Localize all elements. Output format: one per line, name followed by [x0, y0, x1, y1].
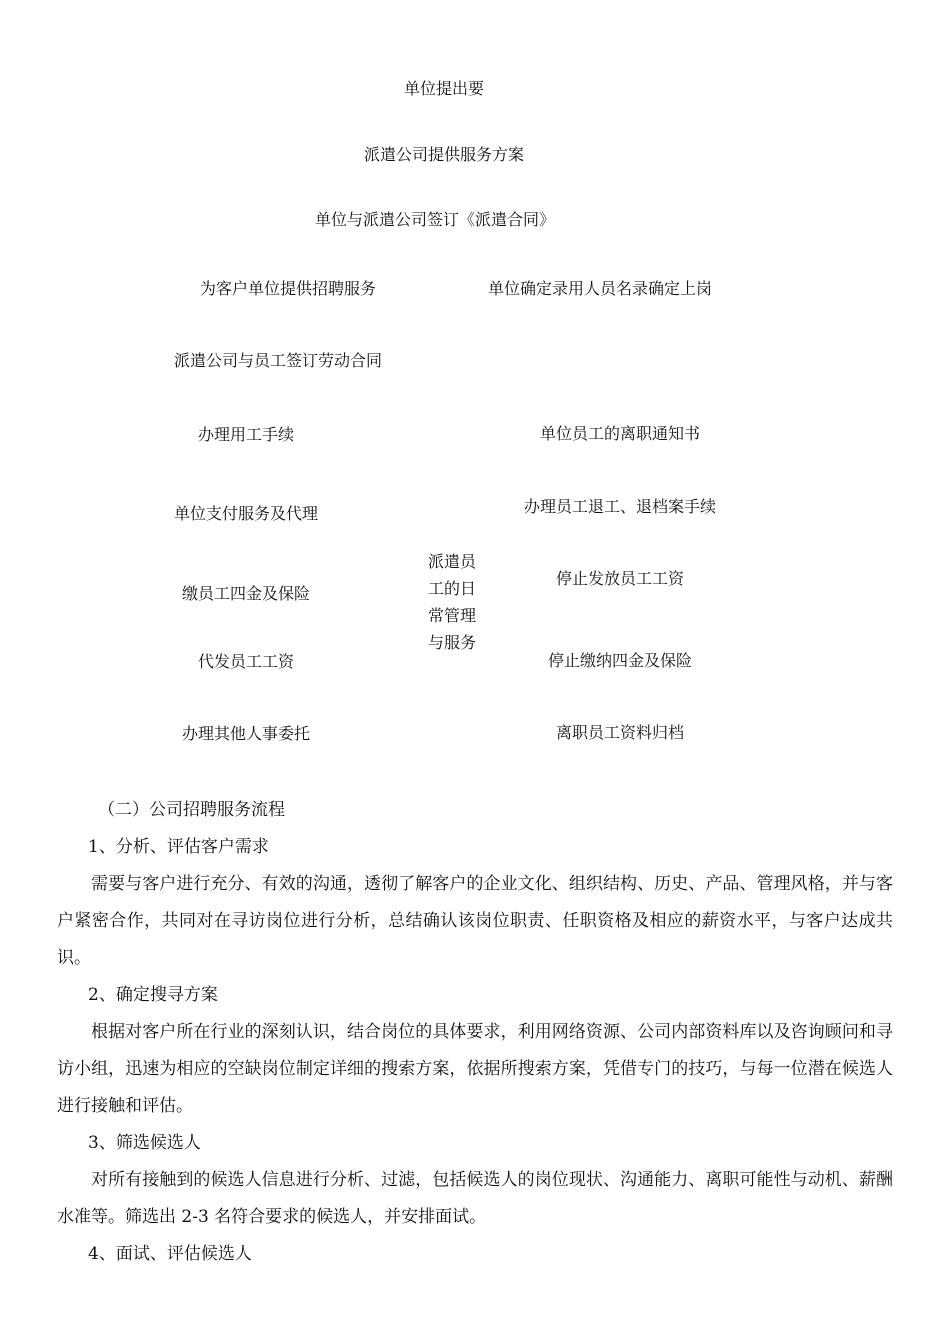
flow-right-exit-procedure: 办理员工退工、退档案手续: [523, 497, 716, 516]
flow-right-stop-insurance: 停止缴纳四金及保险: [547, 651, 692, 670]
flow-left-labor-contract: 派遣公司与员工签订劳动合同: [173, 351, 382, 370]
flow-left-payment: 单位支付服务及代理: [173, 504, 318, 523]
item-paragraph: 根据对客户所在行业的深刻认识，结合岗位的具体要求，利用网络资源、公司内部资料库以及咨询顾问和寻访小组，迅速为相应的空缺岗位制定详细的搜索方案，依据所搜索方案，凭借专门的技巧，与每一位潜在候选人进行接触和评估。: [57, 1022, 893, 1116]
item-heading: 2、确定搜寻方案: [88, 985, 218, 1005]
flow-left-employment-procedure: 办理用工手续: [197, 425, 294, 444]
item-paragraph: 对所有接触到的候选人信息进行分析、过滤，包括候选人的岗位现状、沟通能力、离职可能性与动机、薪酬水准等。筛选出 2-3 名符合要求的候选人，并安排面试。: [57, 1170, 893, 1227]
flow-left-other-hr: 办理其他人事委托: [181, 724, 310, 743]
item-heading: 1、分析、评估客户需求: [88, 837, 269, 857]
flow-right-confirm-hire: 单位确定录用人员名录确定上岗: [487, 279, 712, 298]
section-title: （二）公司招聘服务流程: [98, 800, 285, 820]
flow-step-service-plan: 派遣公司提供服务方案: [363, 145, 524, 164]
item-heading: 4、面试、评估候选人: [88, 1244, 252, 1264]
flow-step-sign-contract: 单位与派遣公司签订《派遣合同》: [314, 210, 555, 229]
flow-right-stop-salary: 停止发放员工工资: [555, 569, 684, 588]
item-heading: 3、筛选候选人: [88, 1133, 201, 1153]
flow-left-salary: 代发员工工资: [197, 652, 294, 671]
flow-step-request: 单位提出要: [403, 79, 484, 98]
flow-middle-management: 派遣员工的日常管理与服务: [428, 552, 477, 652]
flow-left-insurance: 缴员工四金及保险: [181, 584, 310, 603]
item-paragraph: 需要与客户进行充分、有效的沟通，透彻了解客户的企业文化、组织结构、历史、产品、管理风格，并与客户紧密合作，共同对在寻访岗位进行分析，总结确认该岗位职责、任职资格及相应的薪资水平，与客户达成共识。: [57, 874, 893, 968]
flow-left-recruit: 为客户单位提供招聘服务: [199, 279, 376, 298]
flow-right-archive: 离职员工资料归档: [555, 723, 684, 742]
flow-right-resignation-notice: 单位员工的离职通知书: [539, 424, 700, 443]
